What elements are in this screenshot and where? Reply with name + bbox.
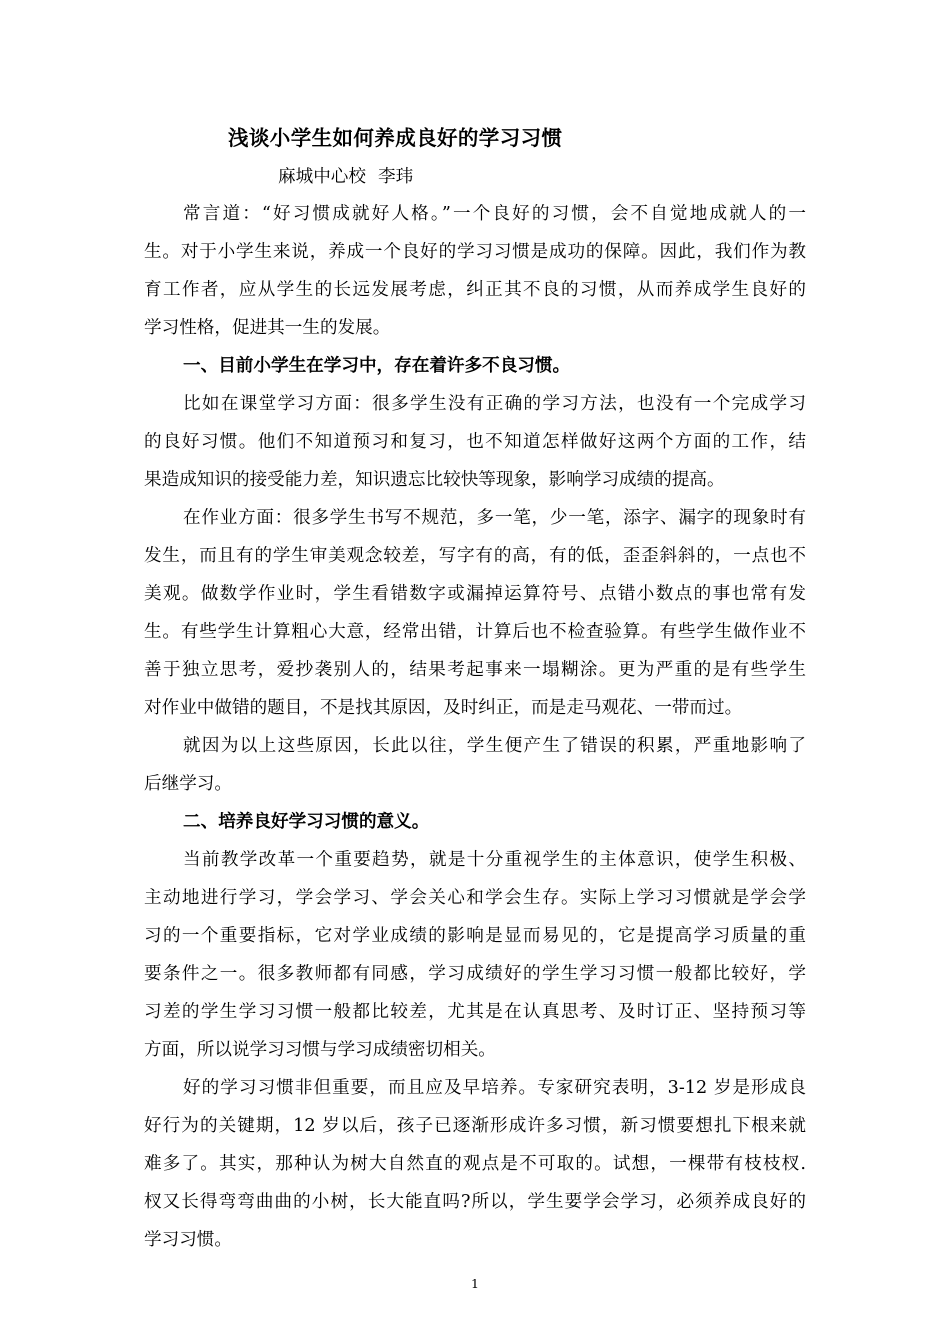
document-title: 浅谈小学生如何养成良好的学习习惯 <box>228 126 563 150</box>
text-line: 当前教学改革一个重要趋势，就是十分重视学生的主体意识，使学生积极、 <box>183 850 806 870</box>
text-line: 学习性格，促进其一生的发展。 <box>144 318 391 338</box>
text-line: 难多了。其实，那种认为树大自然直的观点是不可取的。试想，一棵带有枝枝杈. <box>144 1154 806 1174</box>
author-line <box>278 163 413 188</box>
text-line: 美观。做数学作业时，学生看错数字或漏掉运算符号、点错小数点的事也常有发 <box>144 584 806 604</box>
text-line: 对作业中做错的题目，不是找其原因，及时纠正，而是走马观花、一带而过。 <box>144 698 743 718</box>
text-line: 方面，所以说学习习惯与学习成绩密切相关。 <box>144 1040 496 1060</box>
text-line: 果造成知识的接受能力差，知识遗忘比较快等现象，影响学习成绩的提高。 <box>144 470 725 490</box>
section-heading-2: 二、培养良好学习习惯的意义。 <box>183 811 430 832</box>
text-line: 后继学习。 <box>144 774 232 794</box>
text-line: 好行为的关键期，12 岁以后，孩子已逐渐形成许多习惯，新习惯要想扎下根来就 <box>144 1116 806 1136</box>
text-line: 生。有些学生计算粗心大意，经常出错，计算后也不检查验算。有些学生做作业不 <box>144 622 806 642</box>
text-line: 好的学习习惯非但重要，而且应及早培养。专家研究表明，3-12 岁是形成良 <box>183 1078 806 1098</box>
text-line: 在作业方面：很多学生书写不规范，多一笔，少一笔，添字、漏字的现象时有 <box>183 508 806 528</box>
text-line: 要条件之一。很多教师都有同感，学习成绩好的学生学习习惯一般都比较好，学 <box>144 964 806 984</box>
text-line: 就因为以上这些原因，长此以往，学生便产生了错误的积累，严重地影响了 <box>183 736 806 756</box>
text-line: 学习习惯。 <box>144 1230 232 1250</box>
author-name: 李玮 <box>377 167 414 187</box>
text-line: 的良好习惯。他们不知道预习和复习，也不知道怎样做好这两个方面的工作，结 <box>144 432 806 452</box>
text-line: 习的一个重要指标，它对学业成绩的影响是显而易见的，它是提高学习质量的重 <box>144 926 806 946</box>
text-line: 善于独立思考，爱抄袭别人的，结果考起事来一塌糊涂。更为严重的是有些学生 <box>144 660 806 680</box>
text-line: 常言道：“好习惯成就好人格。”一个良好的习惯，会不自觉地成就人的一 <box>183 204 806 224</box>
text-line: 习差的学生学习习惯一般都比较差，尤其是在认真思考、及时订正、坚持预习等 <box>144 1002 806 1022</box>
text-line: 杈又长得弯弯曲曲的小树，长大能直吗?所以，学生要学会学习，必须养成良好的 <box>144 1192 806 1212</box>
text-line: 育工作者，应从学生的长远发展考虑，纠正其不良的习惯，从而养成学生良好的 <box>144 280 806 300</box>
page-number: 1 <box>471 1276 479 1291</box>
section-heading-1: 一、目前小学生在学习中，存在着许多不良习惯。 <box>183 355 571 376</box>
text-line: 主动地进行学习，学会学习、学会关心和学会生存。实际上学习习惯就是学会学 <box>144 888 806 908</box>
text-line: 发生，而且有的学生审美观念较差，写字有的高，有的低，歪歪斜斜的，一点也不 <box>144 546 806 566</box>
text-line: 比如在课堂学习方面：很多学生没有正确的学习方法，也没有一个完成学习 <box>183 394 806 414</box>
author-school: 麻城中心校 <box>278 167 366 187</box>
text-line: 生。对于小学生来说，养成一个良好的学习习惯是成功的保障。因此，我们作为教 <box>144 242 806 262</box>
